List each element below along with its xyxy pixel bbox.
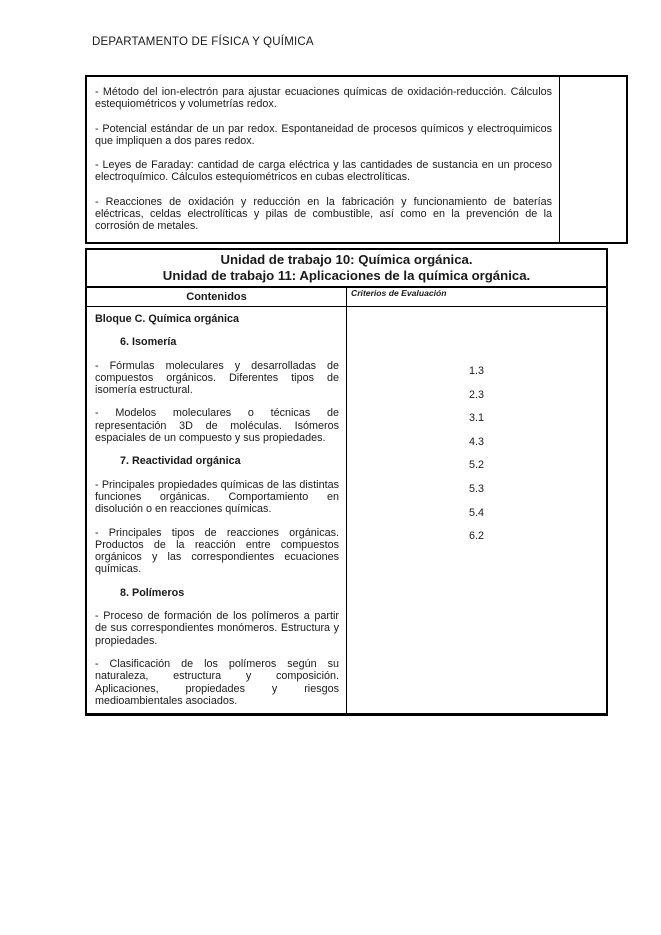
table-title [86,249,607,287]
redox-content-cell [86,76,560,243]
table-content-row [86,307,607,715]
table-title-line1: Unidad de trabajo 10: Química orgánica. [220,252,473,267]
block-title: Bloque C. Química orgánica [95,313,239,325]
paragraph: - Potencial estándar de un par redox. Espontaneidad de procesos químicos y electroquimicos que impliquen a dos pares redox. [95,122,552,147]
paragraph: - Reacciones de oxidación y reducción en la fabricación y funcionamiento de baterías eléctricas, celdas electrolíticas y pilas de combustible, así como en la prevención de la corrosión de metales. [95,195,552,233]
section-heading: 8. Polímeros [120,586,185,599]
unidad-trabajo-table [85,248,608,716]
section-heading: 6. Isomería [120,336,177,349]
table-title-line2: Unidad de trabajo 11: Aplicaciones de la química orgánica. [162,267,531,283]
department-header: DEPARTAMENTO DE FÍSICA Y QUÍMICA [92,36,314,48]
column-header-criterios: Criterios de Evaluación [347,287,608,307]
column-header-contenidos: Contenidos [86,287,347,307]
redox-criteria-empty-cell [560,76,628,243]
criteria-value: 1.3 [468,365,484,377]
redox-content-table [85,75,628,244]
content-paragraph: - Principales tipos de reacciones orgánicas. Productos de la reacción entre compuestos orgánicos y las correspondientes ecuaciones químicas. [95,526,339,576]
criteria-values-cell [347,307,608,715]
content-paragraph: - Clasificación de los polímeros según su naturaleza, estructura y composición. Aplicaciones, propiedades y riesgos medioambientales asociados. [95,657,339,707]
content-paragraph: - Modelos moleculares o técnicas de representación 3D de moléculas. Isómeros espaciales de un compuesto y sus propiedades. [95,407,339,445]
section-heading: 7. Reactividad orgánica [120,455,241,468]
criteria-value: 5.3 [468,482,484,495]
content-paragraph: - Fórmulas moleculares y desarrolladas de compuestos orgánicos. Diferentes tipos de isomería estructural. [95,359,339,397]
table-row [86,76,627,243]
content-paragraph: - Principales propiedades químicas de las distintas funciones orgánicas. Comportamiento en disolución o en reacciones químicas. [95,478,339,516]
paragraph: - Método del ion-electrón para ajustar ecuaciones químicas de oxidación-reducción. Cálculos estequiométricos y volumetrías redox. [95,86,552,111]
criteria-value: 5.2 [468,459,484,472]
paragraph: - Leyes de Faraday: cantidad de carga eléctrica y las cantidades de sustancia en un proceso electroquímico. Cálculos estequiométricos en cubas electrolíticas. [95,159,552,184]
criteria-value: 5.4 [468,506,484,519]
criteria-value: 6.2 [468,530,484,543]
criteria-value: 4.3 [468,435,484,448]
criteria-value: 2.3 [468,388,484,401]
content-paragraph: - Proceso de formación de los polímeros a partir de sus correspondientes monómeros. Estructura y propiedades. [95,610,339,647]
contenidos-cell [86,307,347,715]
table-title-row [86,249,607,287]
column-header-row [86,287,607,307]
criteria-value: 3.1 [468,412,484,425]
